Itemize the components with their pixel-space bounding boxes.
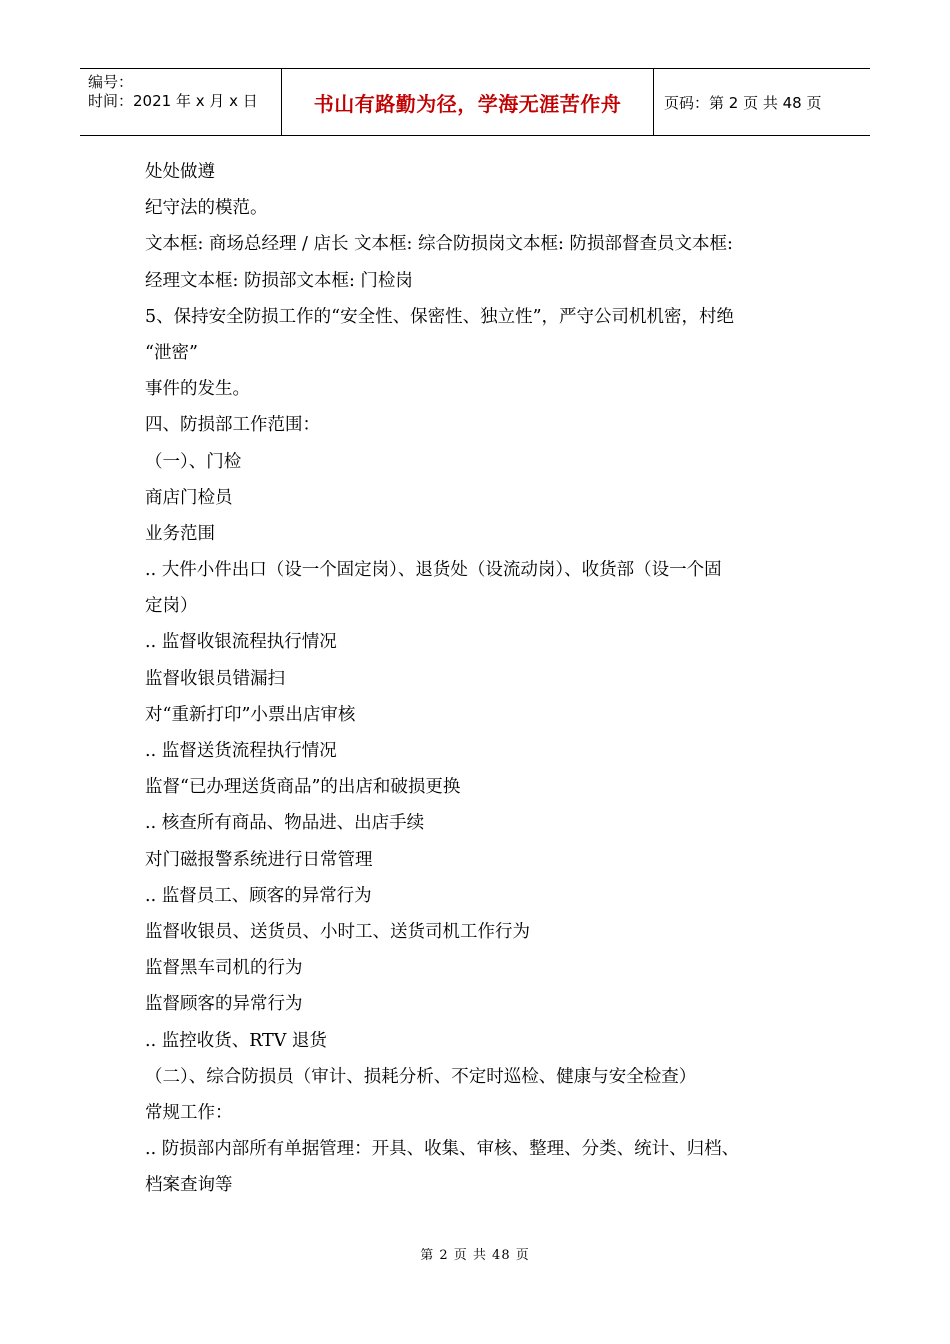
header-motto: 书山有路勤为径，学海无涯苦作舟 bbox=[282, 69, 654, 135]
text-line: 监督收银员、送货员、小时工、送货司机工作行为 bbox=[145, 921, 530, 942]
text-line: 常规工作： bbox=[145, 1102, 233, 1123]
document-body bbox=[145, 154, 810, 1203]
header-meta bbox=[80, 69, 282, 135]
list-item: .. 监督送货流程执行情况 bbox=[145, 741, 337, 761]
text-line: 对“重新打印”小票出店审核 bbox=[145, 704, 356, 725]
text-line: “泄密” bbox=[145, 342, 198, 363]
header-page-info: 页码：第 2 页 共 48 页 bbox=[664, 93, 822, 112]
text-line: 对门磁报警系统进行日常管理 bbox=[145, 849, 373, 870]
list-item: .. 防损部内部所有单据管理：开具、收集、审核、整理、分类、统计、归档、 bbox=[145, 1139, 740, 1160]
list-item: .. 监控收货、RTV 退货 bbox=[145, 1030, 327, 1051]
page-header bbox=[80, 68, 870, 136]
text-line: 处处做遵 bbox=[145, 162, 215, 182]
text-line: 业务范围 bbox=[145, 523, 215, 544]
subsection-heading: （一）、门检 bbox=[145, 451, 242, 472]
text-line: 事件的发生。 bbox=[145, 379, 250, 400]
text-line: 监督收银员错漏扫 bbox=[145, 668, 285, 689]
text-line: 5、保持安全防损工作的“安全性、保密性、独立性”，严守公司机机密，村绝 bbox=[145, 306, 735, 327]
text-line: 商店门检员 bbox=[145, 487, 233, 508]
text-line: 监督顾客的异常行为 bbox=[145, 994, 303, 1015]
list-item: .. 核查所有商品、物品进、出店手续 bbox=[145, 813, 425, 834]
subsection-heading: （二）、综合防损员（审计、损耗分析、不定时巡检、健康与安全检查） bbox=[145, 1066, 697, 1087]
text-line: 档案查询等 bbox=[145, 1175, 233, 1196]
list-item: .. 监督收银流程执行情况 bbox=[145, 632, 337, 653]
text-line: 文本框: 商场总经理 / 店长 文本框: 综合防损岗文本框: 防损部督查员文本框: bbox=[145, 234, 733, 255]
section-heading: 四、防损部工作范围： bbox=[145, 415, 320, 436]
list-item: .. 大件小件出口（设一个固定岗）、退货处（设流动岗）、收货部（设一个固 bbox=[145, 560, 722, 581]
list-item: .. 监督员工、顾客的异常行为 bbox=[145, 885, 372, 906]
document-time: 时间：2021 年 x 月 x 日 bbox=[88, 92, 258, 110]
text-line: 经理文本框: 防损部文本框: 门检岗 bbox=[145, 270, 413, 291]
page-footer: 第 2 页 共 48 页 bbox=[420, 1248, 530, 1263]
text-line: 监督“已办理送货商品”的出店和破损更换 bbox=[145, 777, 461, 798]
text-line: 定岗） bbox=[145, 596, 198, 617]
text-line: 监督黑车司机的行为 bbox=[145, 958, 303, 979]
text-line: 纪守法的模范。 bbox=[145, 198, 268, 219]
document-number-label: 编号： bbox=[88, 73, 134, 91]
